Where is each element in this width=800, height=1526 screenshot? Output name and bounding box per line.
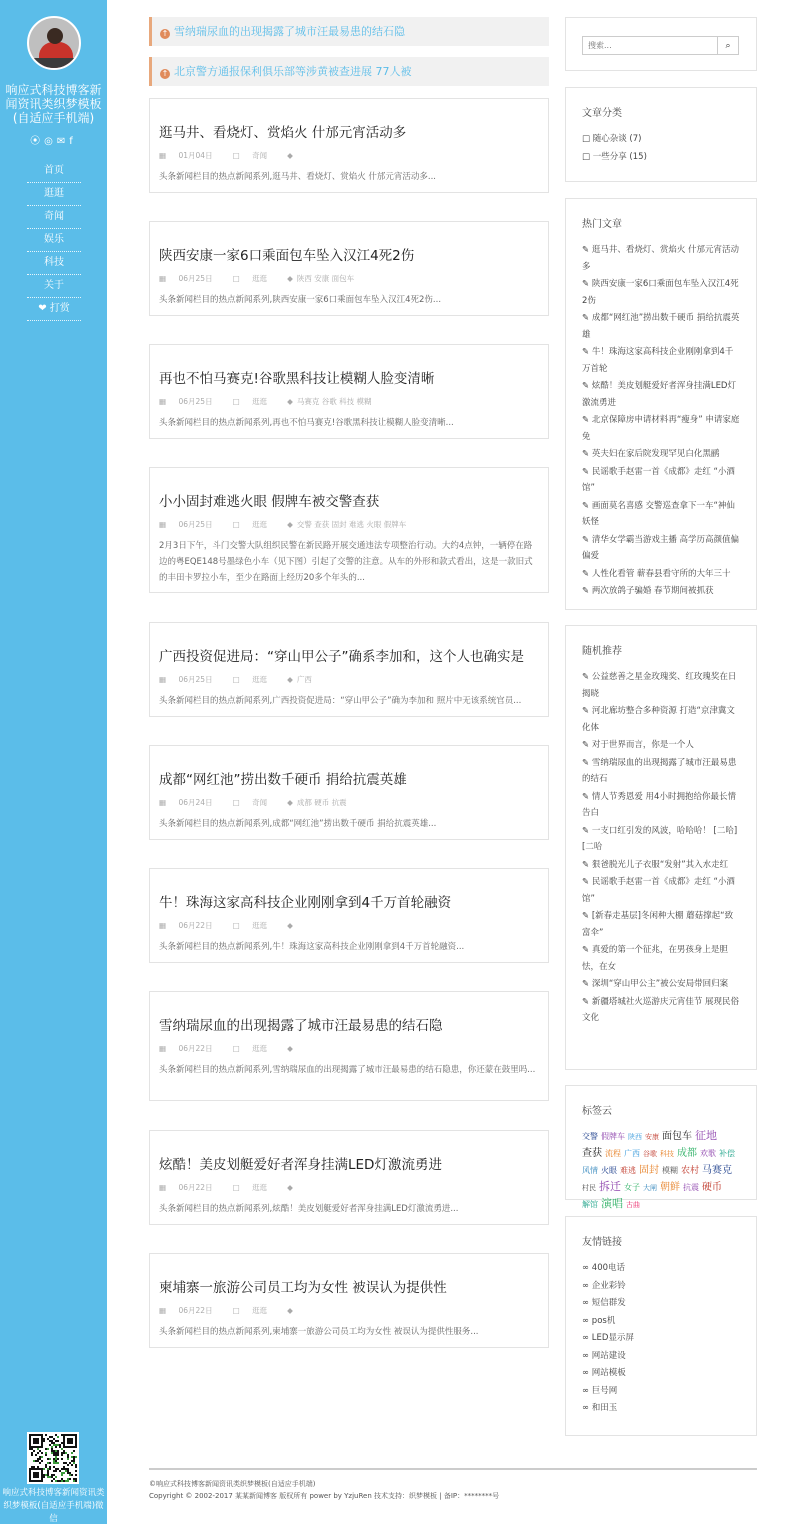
post-card — [149, 868, 549, 963]
post-card — [149, 467, 549, 593]
post-date-text: 06月25日 — [178, 675, 213, 684]
post-date-text: 06月22日 — [178, 921, 213, 930]
pencil-icon: ✎ — [582, 347, 590, 357]
random-item-label: 公益慈善之星金玫瑰奖、红玫瑰奖在日揭晓 — [582, 672, 737, 699]
hot-posts-widget — [565, 198, 757, 610]
tag-icon: ◆ — [287, 397, 293, 406]
folder-icon: □ — [582, 151, 591, 162]
link-icon: ∞ — [582, 1263, 590, 1273]
post-title[interactable]: 炫酷！美皮划艇爱好者浑身挂满LED灯激流勇进 — [159, 1157, 442, 1173]
pencil-icon: ✎ — [582, 279, 590, 289]
post-meta — [159, 1182, 539, 1193]
link-icon: ∞ — [582, 1403, 590, 1413]
hot-item-label: 牛！珠海这家高科技企业刚刚拿到4千万首轮 — [582, 347, 734, 374]
link-icon: ∞ — [582, 1350, 590, 1361]
hot-item-label: 陕西安康一家6口乘面包车坠入汉江4死2伤 — [582, 279, 739, 306]
category-label: 一些分享 (15) — [592, 151, 647, 162]
post-date-text: 06月25日 — [178, 274, 213, 283]
arrow-up-icon: ↑ — [161, 69, 169, 78]
notice-bar[interactable] — [149, 57, 549, 86]
links-item[interactable] — [582, 1260, 740, 1277]
widget-title: 文章分类 — [582, 108, 622, 119]
post-meta — [159, 1043, 539, 1054]
post-date — [159, 1183, 223, 1192]
post-excerpt: 头条新闻栏目的热点新闻系列,牛！珠海这家高科技企业刚刚拿到4千万首轮融资... — [159, 942, 465, 952]
pencil-icon: ✎ — [582, 877, 590, 887]
calendar-icon: ▦ — [159, 397, 167, 406]
link-icon: ∞ — [582, 1298, 590, 1308]
post-date — [159, 274, 223, 283]
post-category[interactable] — [233, 798, 277, 807]
tag-cloud-item[interactable]: 硬币 — [702, 1182, 722, 1193]
links-item-label: 网站建设 — [591, 1350, 626, 1361]
tag-cloud-item[interactable]: 广西 — [624, 1149, 640, 1158]
tag-cloud-item[interactable]: 抗震 — [683, 1183, 699, 1192]
random-item-label: 民谣歌手赵雷一首《成都》走红 “小酒馆” — [582, 877, 735, 904]
tag-icon: ◆ — [287, 151, 293, 160]
post-date — [159, 1044, 223, 1053]
post-meta — [159, 273, 539, 284]
post-title[interactable]: 小小固封难逃火眼 假牌车被交警查获 — [159, 494, 380, 510]
post-tags[interactable]: 成都 硬币 抗震 — [296, 798, 347, 807]
tag-cloud-item[interactable]: 马赛克 — [702, 1165, 733, 1176]
hot-item[interactable] — [582, 498, 740, 531]
nav-technology[interactable]: 科技 — [27, 252, 81, 275]
tag-icon: ◆ — [287, 1044, 293, 1053]
random-item[interactable] — [582, 857, 740, 874]
random-item[interactable] — [582, 755, 740, 788]
random-item[interactable] — [582, 942, 740, 975]
link-icon: ∞ — [582, 1385, 590, 1396]
post-category[interactable] — [233, 397, 277, 406]
calendar-icon: ▦ — [159, 1183, 167, 1192]
post-excerpt: 头条新闻栏目的热点新闻系列,成都“网红池”捞出数千硬币 捐给抗震英雄... — [159, 819, 437, 829]
links-item-label: 巨号网 — [591, 1385, 618, 1396]
pencil-icon: ✎ — [582, 996, 590, 1007]
pencil-icon: ✎ — [582, 245, 590, 255]
hot-item[interactable] — [582, 583, 740, 600]
hot-item-label: 民谣歌手赵雷一首《成都》走红 “小酒馆” — [582, 466, 735, 493]
pencil-icon: ✎ — [582, 791, 590, 802]
tag-cloud-item[interactable]: 大闸 — [643, 1184, 657, 1192]
post-category[interactable] — [233, 921, 277, 930]
search-widget — [565, 17, 757, 71]
links-item[interactable] — [582, 1365, 740, 1382]
random-item-label: 对于世界而言，你是一个人 — [591, 740, 694, 750]
calendar-icon: ▦ — [159, 921, 167, 930]
tag-cloud-item[interactable]: 模糊 — [662, 1166, 678, 1175]
tag-cloud-item[interactable]: 征地 — [695, 1129, 717, 1142]
post-card — [149, 1130, 549, 1225]
random-item[interactable] — [582, 789, 740, 822]
pencil-icon: ✎ — [582, 757, 590, 768]
tag-cloud-item[interactable]: 交警 — [582, 1132, 598, 1141]
random-item-label: 深圳“穿山甲公主”被公安局带回归案 — [591, 979, 729, 989]
post-title[interactable]: 再也不怕马赛克!谷歌黑科技让模糊人脸变清晰 — [159, 371, 435, 387]
nav-oddities[interactable]: 奇闻 — [27, 206, 81, 229]
tag-cloud-widget — [565, 1085, 757, 1210]
post-tags[interactable]: 交警 查获 固封 难逃 火眼 假牌车 — [296, 520, 407, 529]
post-date-text: 06月22日 — [178, 1183, 213, 1192]
notice-text: 雪纳瑞尿血的出现揭露了城市汪最易患的结石隐 — [174, 25, 405, 38]
tag-icon: ◆ — [287, 1183, 293, 1192]
hot-item[interactable] — [582, 242, 740, 275]
footer-site-name: ©响应式科技博客新闻资讯类织梦模板(自适应手机端) — [149, 1480, 316, 1488]
random-item[interactable] — [582, 976, 740, 993]
folder-icon: □ — [232, 520, 240, 529]
footer — [149, 1468, 757, 1502]
tag-cloud-item[interactable]: 解馆 — [582, 1200, 598, 1209]
avatar[interactable] — [27, 16, 81, 70]
calendar-icon: ▦ — [159, 520, 167, 529]
post-title[interactable]: 雪纳瑞尿血的出现揭露了城市汪最易患的结石隐 — [159, 1018, 443, 1034]
tag-icon: ◆ — [287, 274, 293, 283]
pencil-icon: ✎ — [582, 381, 590, 391]
links-item[interactable] — [582, 1313, 740, 1330]
calendar-icon: ▦ — [159, 1044, 167, 1053]
tag-cloud-item[interactable]: 女子 — [624, 1183, 640, 1192]
link-icon: ∞ — [582, 1333, 590, 1343]
main-nav — [27, 160, 81, 321]
nav-donate[interactable] — [27, 298, 81, 321]
pencil-icon: ✎ — [582, 313, 590, 323]
wechat-qr-code — [27, 1432, 79, 1484]
tag-icon: ◆ — [287, 1306, 293, 1315]
links-item-label: 和田玉 — [591, 1403, 618, 1413]
hot-item-label: 英夫妇在家后院发现罕见白化黑鹂 — [591, 449, 720, 459]
links-item-label: pos机 — [591, 1315, 616, 1326]
links-item-label: 企业彩铃 — [591, 1280, 626, 1291]
link-icon: ∞ — [582, 1368, 590, 1378]
random-item-label: 河北廊坊整合多种资源 打造“京津冀文化体 — [582, 706, 735, 733]
post-category[interactable] — [233, 675, 277, 684]
random-item[interactable] — [582, 703, 740, 736]
arrow-up-icon: ↑ — [161, 29, 169, 38]
links-item-label: 网站模板 — [591, 1368, 626, 1378]
random-item-label: 情人节秀恩爱 用4小时拥抱给你最长情告白 — [582, 791, 736, 818]
links-item[interactable] — [582, 1278, 740, 1295]
weibo-icon[interactable]: ◎ — [44, 136, 57, 147]
pencil-icon: ✎ — [582, 672, 590, 682]
pencil-icon: ✎ — [582, 825, 590, 836]
tag-cloud-item[interactable]: 演唱 — [601, 1197, 623, 1210]
post-date — [159, 798, 223, 807]
random-item-label: 新疆塔城社火巡游庆元宵佳节 展现民俗文化 — [582, 996, 740, 1023]
hot-item[interactable] — [582, 446, 740, 463]
post-date-text: 06月24日 — [178, 798, 213, 807]
nav-entertainment[interactable]: 娱乐 — [27, 229, 81, 252]
post-date-text: 01月04日 — [178, 151, 213, 160]
link-icon: ∞ — [582, 1280, 590, 1291]
post-card — [149, 745, 549, 840]
links-item[interactable] — [582, 1383, 740, 1400]
nav-about[interactable]: 关于 — [27, 275, 81, 298]
pencil-icon: ✎ — [582, 449, 590, 459]
post-date — [159, 921, 223, 930]
category-item[interactable] — [582, 131, 740, 148]
pencil-icon: ✎ — [582, 586, 590, 596]
tag-cloud-item[interactable]: 陕西 — [628, 1133, 642, 1141]
rss-icon[interactable]: ⦿ — [30, 136, 45, 147]
random-item-label: 雪纳瑞尿血的出现揭露了城市汪最易患的结石 — [582, 757, 737, 784]
random-item[interactable] — [582, 908, 740, 941]
post-title[interactable]: 柬埔寨一旅游公司员工均为女性 被误认为提供性 — [159, 1280, 447, 1296]
folder-icon: □ — [232, 675, 240, 684]
post-card — [149, 622, 549, 717]
folder-icon: □ — [232, 1306, 240, 1315]
tag-cloud-item[interactable]: 固封 — [639, 1165, 659, 1176]
post-category-text: 逛逛 — [252, 1183, 268, 1192]
post-meta — [159, 150, 539, 161]
post-category-text: 逛逛 — [252, 520, 268, 529]
post-meta — [159, 797, 539, 808]
hot-item-label: 北京保障房申请材料再“瘦身” 申请家庭免 — [582, 415, 740, 442]
post-title[interactable]: 牛！珠海这家高科技企业刚刚拿到4千万首轮融资 — [159, 895, 452, 911]
calendar-icon: ▦ — [159, 1306, 167, 1315]
post-category[interactable] — [233, 1306, 277, 1315]
calendar-icon: ▦ — [159, 151, 167, 160]
folder-icon: □ — [232, 1183, 240, 1192]
hot-item[interactable] — [582, 566, 740, 583]
pencil-icon: ✎ — [582, 500, 590, 511]
folder-icon: □ — [582, 134, 591, 144]
post-tags[interactable]: 陕西 安康 面包车 — [296, 274, 355, 283]
post-date — [159, 1306, 223, 1315]
category-widget — [565, 87, 757, 182]
pencil-icon: ✎ — [582, 568, 590, 579]
pencil-icon: ✎ — [582, 740, 590, 750]
post-date — [159, 520, 223, 529]
folder-icon: □ — [232, 397, 240, 406]
tag-cloud-item[interactable]: 假牌车 — [601, 1132, 625, 1141]
search-input[interactable] — [582, 36, 718, 55]
folder-icon: □ — [232, 274, 240, 283]
social-icons — [0, 132, 107, 147]
hot-item[interactable] — [582, 378, 740, 411]
hot-item-label: 逛马井、看烧灯、赏焰火 什邡元宵活动多 — [582, 245, 740, 272]
links-item-label: 短信群发 — [591, 1298, 626, 1308]
random-item[interactable] — [582, 669, 740, 702]
hot-item-label: 人性化看管 蕲春县看守所的大年三十 — [591, 568, 731, 579]
post-excerpt: 头条新闻栏目的热点新闻系列,再也不怕马赛克!谷歌黑科技让模糊人脸变清晰... — [159, 418, 454, 428]
widget-title: 友情链接 — [582, 1237, 622, 1248]
widget-title: 标签云 — [582, 1106, 612, 1117]
post-category-text: 逛逛 — [252, 921, 268, 930]
post-date — [159, 397, 223, 406]
twitter-icon[interactable]: ✉ — [56, 136, 70, 147]
post-category-text: 奇闻 — [252, 798, 268, 807]
hot-item[interactable] — [582, 310, 740, 343]
qr-caption: 响应式科技博客新闻资讯类织梦模板(自适应手机端)微信 — [2, 1488, 105, 1524]
pencil-icon: ✎ — [582, 706, 590, 716]
post-card — [149, 1253, 549, 1348]
tag-icon: ◆ — [287, 798, 293, 807]
pencil-icon: ✎ — [582, 534, 590, 545]
post-category[interactable] — [233, 1044, 277, 1053]
post-meta — [159, 674, 539, 685]
random-item-label: 狠爸脱光儿子衣服“发射”其入水走红 — [591, 859, 729, 870]
hot-item[interactable] — [582, 464, 740, 497]
pencil-icon: ✎ — [582, 979, 590, 989]
nav-donate-label: 打赏 — [49, 303, 70, 314]
facebook-icon[interactable]: f — [69, 136, 77, 147]
random-item[interactable] — [582, 737, 740, 754]
tag-cloud-item[interactable]: 补偿 — [719, 1149, 735, 1158]
nav-home[interactable]: 首页 — [27, 160, 81, 183]
post-card — [149, 221, 549, 316]
post-category[interactable] — [233, 1183, 277, 1192]
post-meta — [159, 519, 539, 530]
random-item-label: [新春走基层]冬闲种大棚 蘑菇撑起“致富伞” — [582, 911, 734, 938]
post-title[interactable]: 成都“网红池”捞出数千硬币 捐给抗震英雄 — [159, 772, 407, 788]
nav-stroll[interactable]: 逛逛 — [27, 183, 81, 206]
footer-copyright: Copyright © 2002-2017 某某新闻博客 版权所有 power by YzjuRen 技术支持：织梦模板 | 备IP：********号 — [149, 1492, 500, 1500]
hot-item-label: 画面莫名喜感 交警巡查拿下一车“神仙妖怪 — [582, 500, 735, 527]
links-item-label: 400电话 — [591, 1263, 626, 1273]
site-title[interactable]: 响应式科技博客新闻资讯类织梦模板(自适应手机端) — [5, 83, 102, 125]
post-category-text: 奇闻 — [252, 151, 268, 160]
tag-cloud-item[interactable]: 查获 — [582, 1148, 602, 1159]
links-item[interactable] — [582, 1330, 740, 1347]
tag-cloud-item[interactable]: 风情 — [582, 1166, 598, 1175]
folder-icon: □ — [232, 1044, 240, 1053]
random-item-label: 一支口红引发的风波，哈哈哈！ [二哈][二哈 — [582, 825, 738, 852]
tag-cloud-item[interactable]: 流程 — [605, 1149, 621, 1158]
hot-item[interactable] — [582, 344, 740, 377]
pencil-icon: ✎ — [582, 859, 590, 870]
post-category[interactable] — [233, 151, 277, 160]
tag-cloud-item[interactable]: 古曲 — [626, 1201, 640, 1209]
post-excerpt: 头条新闻栏目的热点新闻系列,柬埔寨一旅游公司员工均为女性 被误认为提供性服务... — [159, 1327, 479, 1337]
random-item[interactable] — [582, 874, 740, 907]
tag-cloud-item[interactable]: 难逃 — [620, 1166, 636, 1175]
post-category-text: 逛逛 — [252, 397, 268, 406]
post-category-text: 逛逛 — [252, 675, 268, 684]
post-card — [149, 991, 549, 1101]
folder-icon: □ — [232, 151, 240, 160]
post-category-text: 逛逛 — [252, 274, 268, 283]
post-excerpt: 头条新闻栏目的热点新闻系列,炫酷！美皮划艇爱好者浑身挂满LED灯激流勇进... — [159, 1204, 459, 1214]
tag-cloud-item[interactable]: 成都 — [677, 1148, 697, 1159]
calendar-icon: ▦ — [159, 274, 167, 283]
hot-item[interactable] — [582, 276, 740, 309]
post-date — [159, 675, 223, 684]
tag-cloud-item[interactable]: 农村 — [681, 1166, 700, 1176]
post-tags[interactable]: 马赛克 谷歌 科技 模糊 — [296, 397, 372, 406]
folder-icon: □ — [232, 921, 240, 930]
tag-cloud-item[interactable]: 欢歌 — [700, 1149, 716, 1158]
calendar-icon: ▦ — [159, 675, 167, 684]
post-card — [149, 98, 549, 193]
widget-title: 随机推荐 — [582, 646, 622, 657]
tag-cloud-item[interactable]: 面包车 — [662, 1131, 692, 1142]
category-item[interactable] — [582, 149, 740, 166]
post-category-text: 逛逛 — [252, 1044, 268, 1053]
post-date-text: 06月22日 — [178, 1044, 213, 1053]
links-item[interactable] — [582, 1400, 740, 1417]
post-title[interactable]: 陕西安康一家6口乘面包车坠入汉江4死2伤 — [159, 248, 415, 264]
links-item[interactable] — [582, 1348, 740, 1365]
tag-cloud-item[interactable]: 村民 — [582, 1184, 596, 1192]
post-excerpt: 头条新闻栏目的热点新闻系列,广西投资促进局：“穿山甲公子”确为李加和 照片中无该系统官员... — [159, 696, 522, 706]
post-category-text: 逛逛 — [252, 1306, 268, 1315]
post-meta — [159, 1305, 539, 1316]
tag-cloud-item[interactable]: 拆迁 — [599, 1180, 621, 1193]
tag-cloud-item[interactable]: 安康 — [645, 1133, 659, 1141]
hot-item[interactable] — [582, 412, 740, 445]
post-category[interactable] — [233, 274, 277, 283]
folder-icon: □ — [232, 798, 240, 807]
calendar-icon: ▦ — [159, 798, 167, 807]
link-icon: ∞ — [582, 1315, 590, 1326]
post-excerpt: 头条新闻栏目的热点新闻系列,雪纳瑞尿血的出现揭露了城市汪最易患的结石隐患，你还蒙在鼓里吗... — [159, 1065, 536, 1075]
gift-icon: ❤ — [38, 303, 47, 314]
friend-links-widget — [565, 1216, 757, 1436]
tag-cloud-item[interactable]: 谷歌 — [643, 1150, 657, 1158]
search-icon: ⌕ — [725, 40, 731, 51]
hot-item-label: 两次放鸽子骗婚 春节期间被抓获 — [591, 586, 714, 596]
tag-cloud-item[interactable]: 科技 — [660, 1150, 674, 1158]
links-item-label: LED显示屏 — [591, 1333, 634, 1343]
random-item[interactable] — [582, 823, 740, 856]
post-tags[interactable]: 广西 — [296, 675, 312, 684]
tag-cloud-item[interactable]: 朝鲜 — [660, 1182, 680, 1193]
left-sidebar — [0, 0, 107, 1524]
pencil-icon: ✎ — [582, 911, 590, 921]
notice-bar[interactable] — [149, 17, 549, 46]
post-excerpt: 2月3日下午，斗门交警大队组织民警在新民路开展交通违法专项整治行动。大约4点钟，一辆停在路边的粤EQE148号墨绿色小车（见下图）引起了交警的注意。从车的外形和款式看出，这是一款旧式的丰田卡罗拉小车，至少在路面上经历20多个年头的... — [159, 541, 533, 583]
post-category[interactable] — [233, 520, 277, 529]
post-date-text: 06月22日 — [178, 1306, 213, 1315]
random-item-label: 真爱的第一个征兆，在男孩身上是胆怯，在女 — [582, 945, 728, 972]
hot-item-label: 清华女学霸当游戏主播 高学历高颜值偏偏爱 — [582, 534, 740, 561]
post-date-text: 06月25日 — [178, 520, 213, 529]
post-meta — [159, 396, 539, 407]
post-date-text: 06月25日 — [178, 397, 213, 406]
post-excerpt: 头条新闻栏目的热点新闻系列,逛马井、看烧灯、赏焰火 什邡元宵活动多... — [159, 172, 437, 182]
post-card — [149, 344, 549, 439]
tag-icon: ◆ — [287, 675, 293, 684]
pencil-icon: ✎ — [582, 466, 590, 477]
pencil-icon: ✎ — [582, 415, 590, 425]
random-posts-widget — [565, 625, 757, 1070]
links-item[interactable] — [582, 1295, 740, 1312]
tag-icon: ◆ — [287, 520, 293, 529]
category-label: 随心杂谈 (7) — [592, 134, 642, 144]
post-title[interactable]: 广西投资促进局：“穿山甲公子”确系李加和，这个人也确实是 — [159, 649, 524, 665]
post-date — [159, 151, 223, 160]
post-excerpt: 头条新闻栏目的热点新闻系列,陕西安康一家6口乘面包车坠入汉江4死2伤... — [159, 295, 442, 305]
hot-item[interactable] — [582, 532, 740, 565]
post-title[interactable]: 逛马井、看烧灯、赏焰火 什邡元宵活动多 — [159, 125, 407, 141]
tag-icon: ◆ — [287, 921, 293, 930]
pencil-icon: ✎ — [582, 945, 590, 955]
hot-item-label: 成都“网红池”捞出数千硬币 捐给抗震英雄 — [582, 313, 740, 340]
notice-text: 北京警方通报保利俱乐部等涉黄被查进展 77人被 — [174, 65, 412, 78]
random-item[interactable] — [582, 994, 740, 1027]
widget-title: 热门文章 — [582, 219, 622, 230]
post-meta — [159, 920, 539, 931]
hot-item-label: 炫酷！美皮划艇爱好者浑身挂满LED灯激流勇进 — [582, 381, 736, 408]
search-button[interactable] — [718, 36, 739, 55]
tag-cloud-item[interactable]: 火眼 — [601, 1166, 617, 1175]
